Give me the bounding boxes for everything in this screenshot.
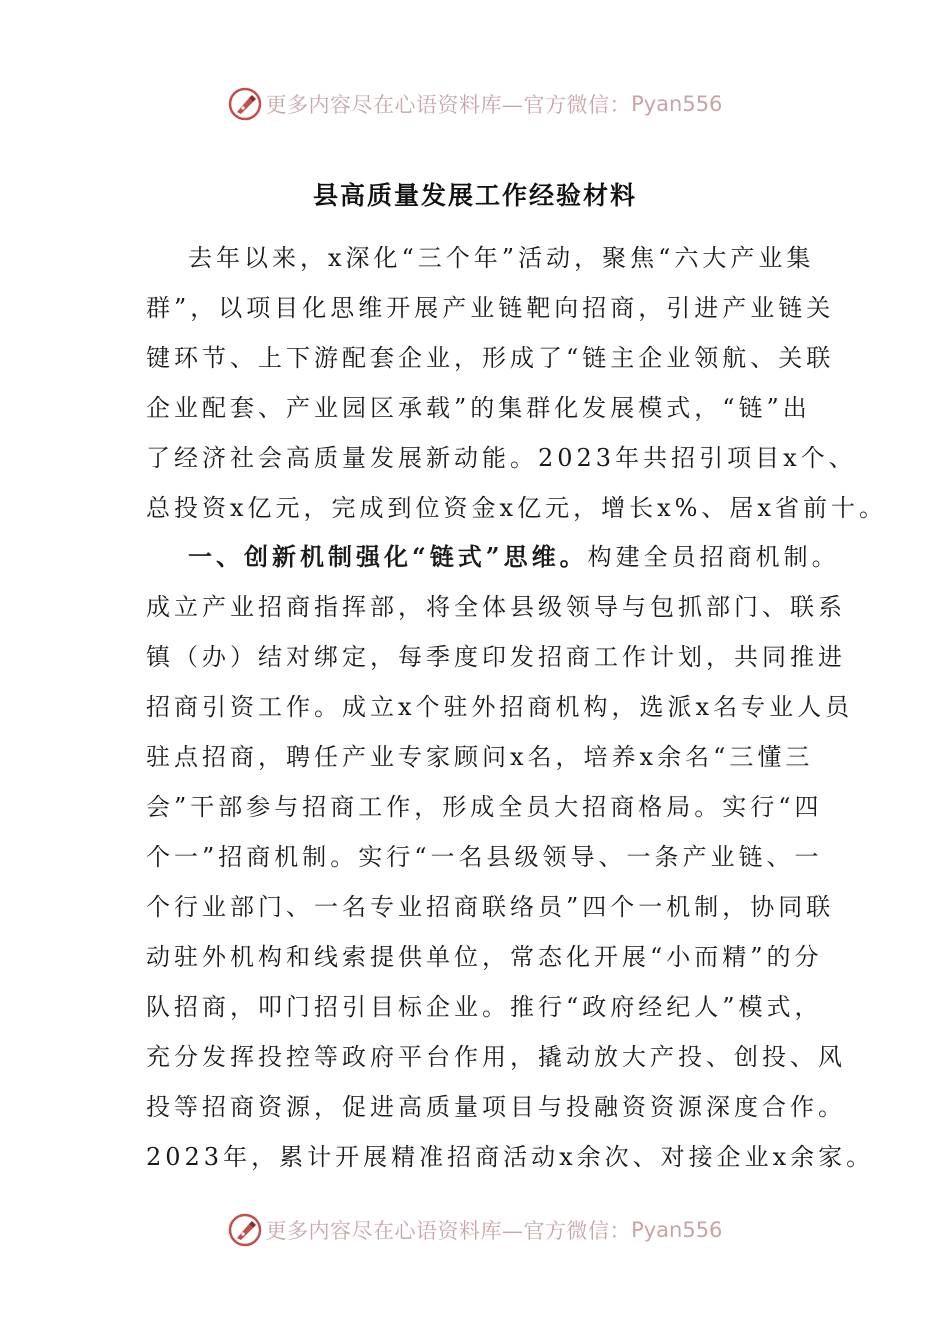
- pen-nib-logo-icon: [228, 87, 262, 121]
- paragraph-line: 个行业部门、一名专业招商联络员”四个一机制，协同联: [146, 893, 835, 921]
- paragraph-line: 个一”招商机制。实行“一名县级领导、一条产业链、一: [146, 843, 823, 871]
- watermark-text: 更多内容尽在心语资料库—官方微信：: [265, 1219, 632, 1243]
- paragraph-line: 键环节、上下游配套企业，形成了“链主企业领航、关联: [146, 344, 835, 372]
- paragraph-line: 成立产业招商指挥部，将全体县级领导与包抓部门、联系: [146, 593, 846, 621]
- paragraph-line: 总投资x亿元，完成到位资金x亿元，增长x%、居x省前十。: [146, 494, 887, 522]
- watermark-text: 更多内容尽在心语资料库—官方微信：: [265, 93, 632, 117]
- paragraph-line: 2023年，累计开展精准招商活动x余次、对接企业x余家。: [146, 1143, 875, 1171]
- watermark-wechat-id: Pyan556: [631, 92, 723, 116]
- paragraph-line: 招商引资工作。成立x个驻外招商机构，选派x名专业人员: [146, 693, 854, 721]
- section-lead-text: 构建全员招商机制。: [587, 543, 840, 571]
- watermark-banner-top: [0, 84, 950, 124]
- document-title: 县高质量发展工作经验材料: [312, 181, 637, 210]
- section-lead-line: [188, 542, 840, 572]
- paragraph-line: 企业配套、产业园区承载”的集群化发展模式，“链”出: [146, 394, 811, 422]
- paragraph-line: 去年以来，x深化“三个年”活动，聚焦“六大产业集: [188, 244, 815, 272]
- paragraph-line: 了经济社会高质量发展新动能。2023年共招引项目x个、: [146, 444, 857, 472]
- paragraph-line: 会”干部参与招商工作，形成全员大招商格局。实行“四: [146, 793, 823, 821]
- paragraph-line: 队招商，叩门招引目标企业。推行“政府经纪人”模式，: [146, 993, 823, 1021]
- paragraph-line: 充分发挥投控等政府平台作用，撬动放大产投、创投、风: [146, 1043, 846, 1071]
- watermark-wechat-id: Pyan556: [631, 1218, 723, 1242]
- paragraph-line: 动驻外机构和线索提供单位，常态化开展“小而精”的分: [146, 943, 823, 971]
- paragraph-line: 群”，以项目化思维开展产业链靶向招商，引进产业链关: [146, 294, 835, 322]
- watermark-banner-bottom: [0, 1210, 950, 1250]
- pen-nib-logo-icon: [228, 1213, 262, 1247]
- section-heading: 一、创新机制强化“链式”思维。: [188, 542, 588, 571]
- paragraph-line: 驻点招商，聘任产业专家顾问x名，培养x余名“三懂三: [146, 743, 814, 771]
- paragraph-line: 镇（办）结对绑定，每季度印发招商工作计划，共同推进: [146, 643, 846, 671]
- paragraph-line: 投等招商资源，促进高质量项目与投融资资源深度合作。: [146, 1093, 846, 1121]
